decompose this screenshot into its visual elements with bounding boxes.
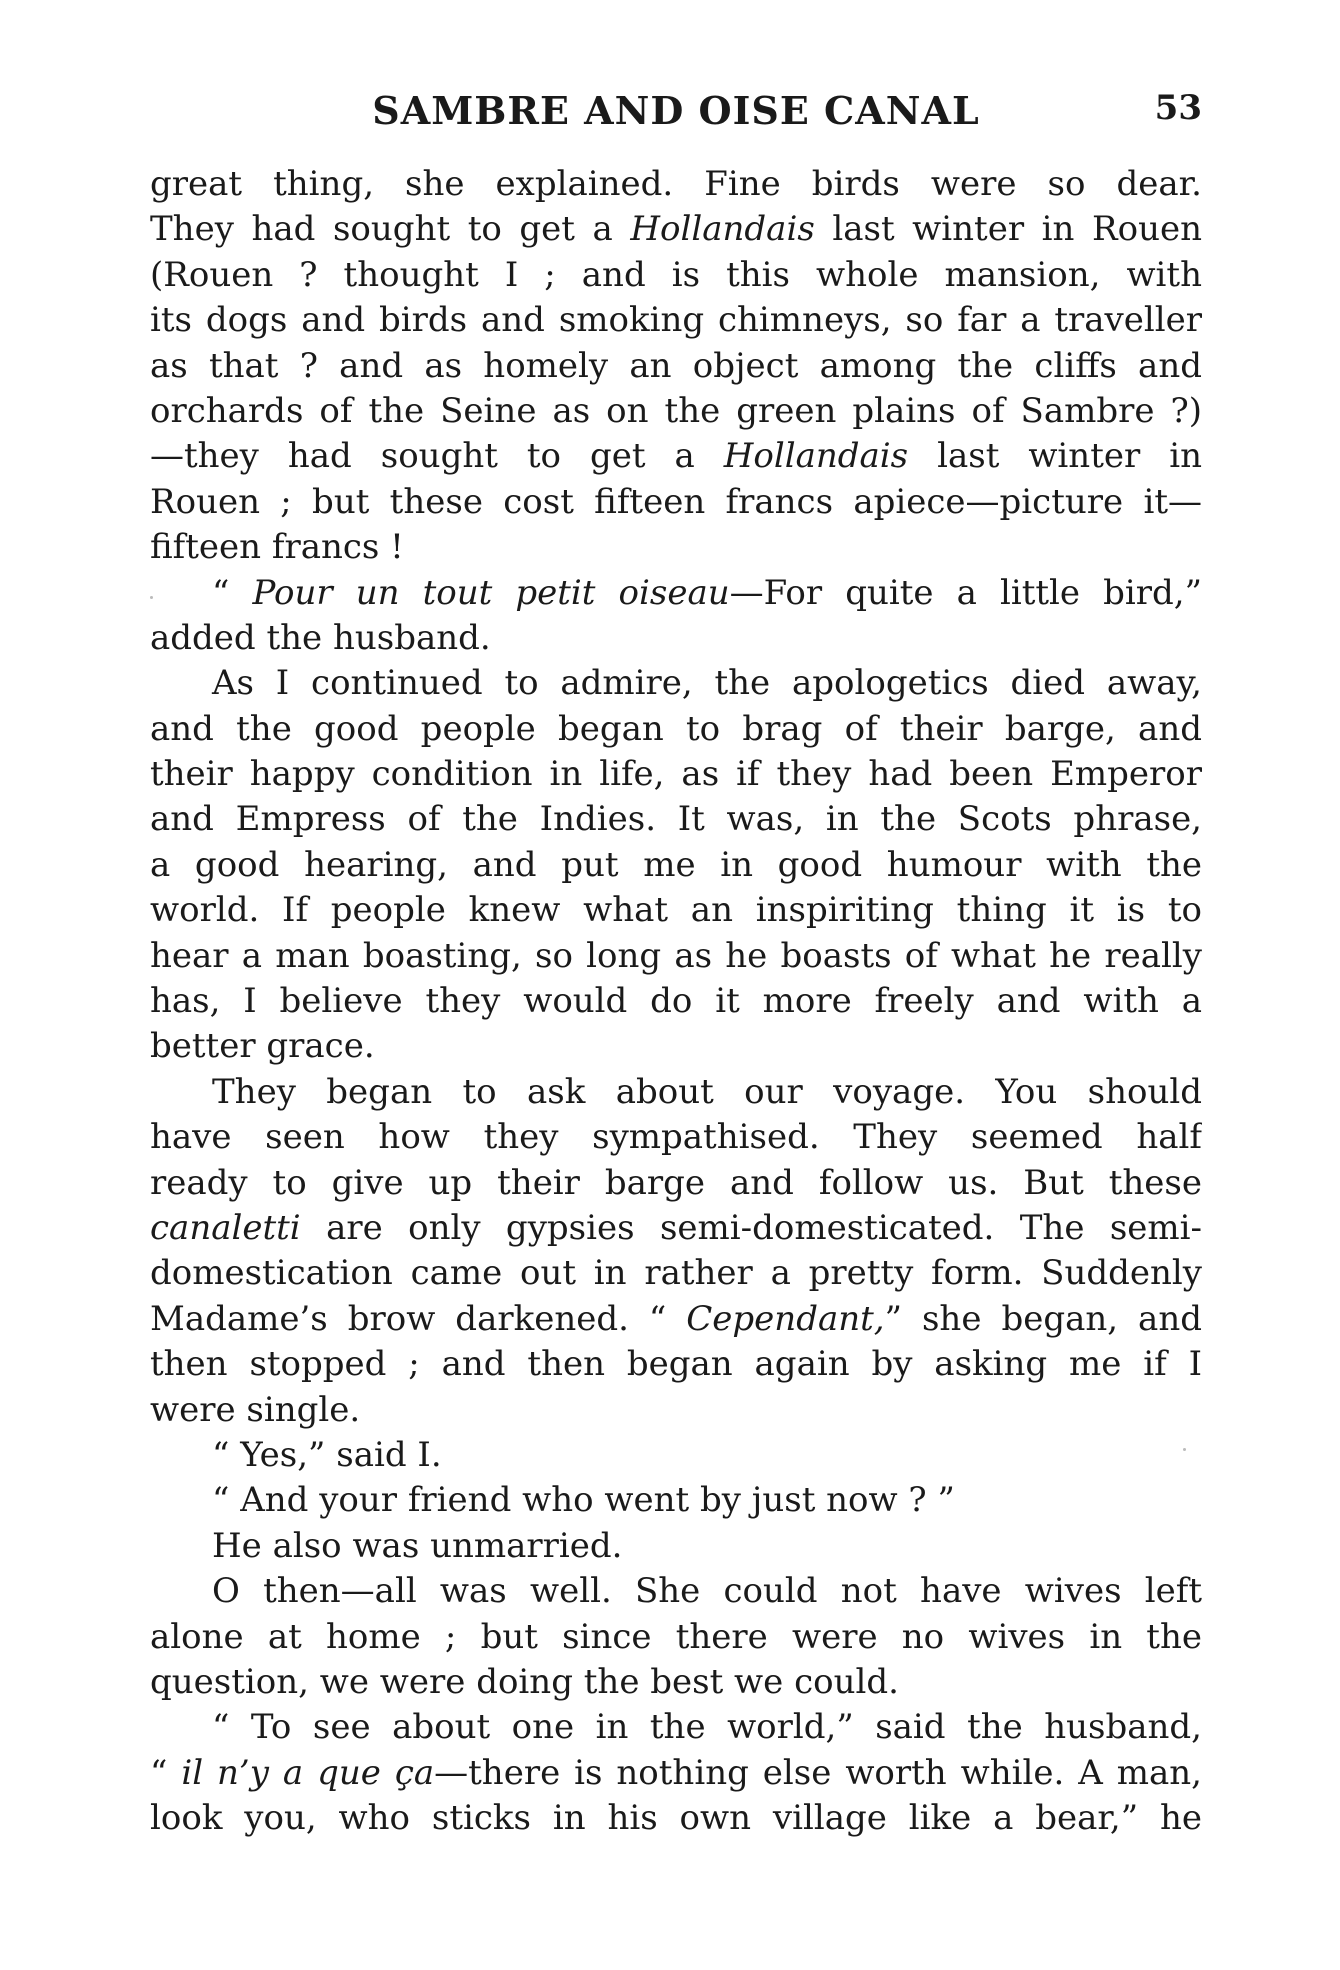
text-run: Madame’s brow darkened. “ bbox=[150, 1298, 687, 1339]
text-line: and Empress of the Indies. It was, in the Scots phrase, bbox=[150, 799, 1202, 840]
text-run: “ bbox=[150, 1752, 182, 1793]
text-line: (Rouen ? thought I ; and is this whole mansion, with bbox=[150, 254, 1202, 295]
text-line: then stopped ; and then began again by asking me if I bbox=[150, 1344, 1202, 1385]
text-line bbox=[150, 207, 1202, 252]
text-line: a good hearing, and put me in good humour with the bbox=[150, 844, 1202, 885]
text-run: —they had sought to get a bbox=[150, 436, 724, 477]
italic-run: Hollandais bbox=[630, 209, 815, 250]
running-head bbox=[150, 88, 1202, 148]
text-line: orchards of the Seine as on the green plains of Sambre ?) bbox=[150, 390, 1202, 431]
text-line: were single. bbox=[150, 1389, 361, 1430]
italic-run: Hollandais bbox=[723, 436, 909, 477]
text-line: has, I believe they would do it more freely and with a bbox=[150, 981, 1202, 1022]
text-run: “ bbox=[212, 572, 253, 613]
text-line: better grace. bbox=[150, 1026, 375, 1067]
text-line: alone at home ; but since there were no wives in the bbox=[150, 1616, 1202, 1657]
text-line: As I continued to admire, the apologetics died away, bbox=[212, 663, 1202, 704]
text-run: They had sought to get a bbox=[150, 209, 631, 250]
text-line: and the good people began to brag of their barge, and bbox=[150, 708, 1202, 749]
paper-speck bbox=[1183, 1448, 1186, 1451]
italic-run: Cependant, bbox=[686, 1298, 885, 1339]
text-line: fifteen francs ! bbox=[150, 527, 404, 568]
text-line: “ Yes,” said I. bbox=[212, 1434, 442, 1475]
text-line: ready to give up their barge and follow us. But these bbox=[150, 1162, 1202, 1203]
text-line: world. If people knew what an inspiriting thing it is to bbox=[150, 890, 1202, 931]
text-line: Rouen ; but these cost fifteen francs apiece—picture it— bbox=[150, 481, 1202, 522]
text-line: hear a man boasting, so long as he boasts of what he really bbox=[150, 935, 1202, 976]
text-line: as that ? and as homely an object among the cliffs and bbox=[150, 345, 1202, 386]
text-line: look you, who sticks in his own village like a bear,” he bbox=[150, 1798, 1202, 1839]
text-run: ” she began, and bbox=[884, 1298, 1202, 1339]
text-run: are only gypsies semi-domesticated. The semi- bbox=[300, 1207, 1202, 1248]
text-line: He also was unmarried. bbox=[212, 1525, 623, 1566]
text-line bbox=[150, 1206, 1202, 1251]
text-line: their happy condition in life, as if they had been Emperor bbox=[150, 754, 1202, 795]
text-line bbox=[150, 571, 1202, 616]
text-line: have seen how they sympathised. They seemed half bbox=[150, 1117, 1202, 1158]
text-run: last winter in bbox=[908, 436, 1202, 477]
text-line bbox=[150, 434, 1202, 479]
text-line: domestication came out in rather a pretty form. Suddenly bbox=[150, 1253, 1202, 1294]
text-line: question, we were doing the best we could. bbox=[150, 1661, 899, 1702]
text-run: —there is nothing else worth while. A man, bbox=[434, 1752, 1202, 1793]
text-run: last winter in Rouen bbox=[814, 209, 1202, 250]
book-page bbox=[150, 88, 1202, 1841]
italic-run: il n’y a que ça bbox=[181, 1752, 435, 1793]
text-line: They began to ask about our voyage. You should bbox=[212, 1071, 1202, 1112]
text-run: —For quite a little bird,” bbox=[729, 572, 1202, 613]
text-line: “ And your friend who went by just now ? ” bbox=[212, 1480, 955, 1521]
italic-run: Pour un tout petit oiseau bbox=[252, 572, 730, 613]
page-number: 53 bbox=[1154, 88, 1202, 128]
paper-speck bbox=[150, 596, 153, 599]
italic-run: canaletti bbox=[150, 1207, 301, 1248]
text-line bbox=[150, 1751, 1202, 1796]
text-line: O then—all was well. She could not have wives left bbox=[212, 1571, 1202, 1612]
body-text bbox=[150, 162, 1202, 1841]
text-line: “ To see about one in the world,” said the husband, bbox=[212, 1707, 1202, 1748]
text-line: its dogs and birds and smoking chimneys, so far a traveller bbox=[150, 300, 1202, 341]
text-line: great thing, she explained. Fine birds were so dear. bbox=[150, 164, 1202, 204]
text-line: added the husband. bbox=[150, 617, 491, 658]
text-line bbox=[150, 1297, 1202, 1342]
running-title: SAMBRE AND OISE CANAL bbox=[372, 88, 980, 133]
